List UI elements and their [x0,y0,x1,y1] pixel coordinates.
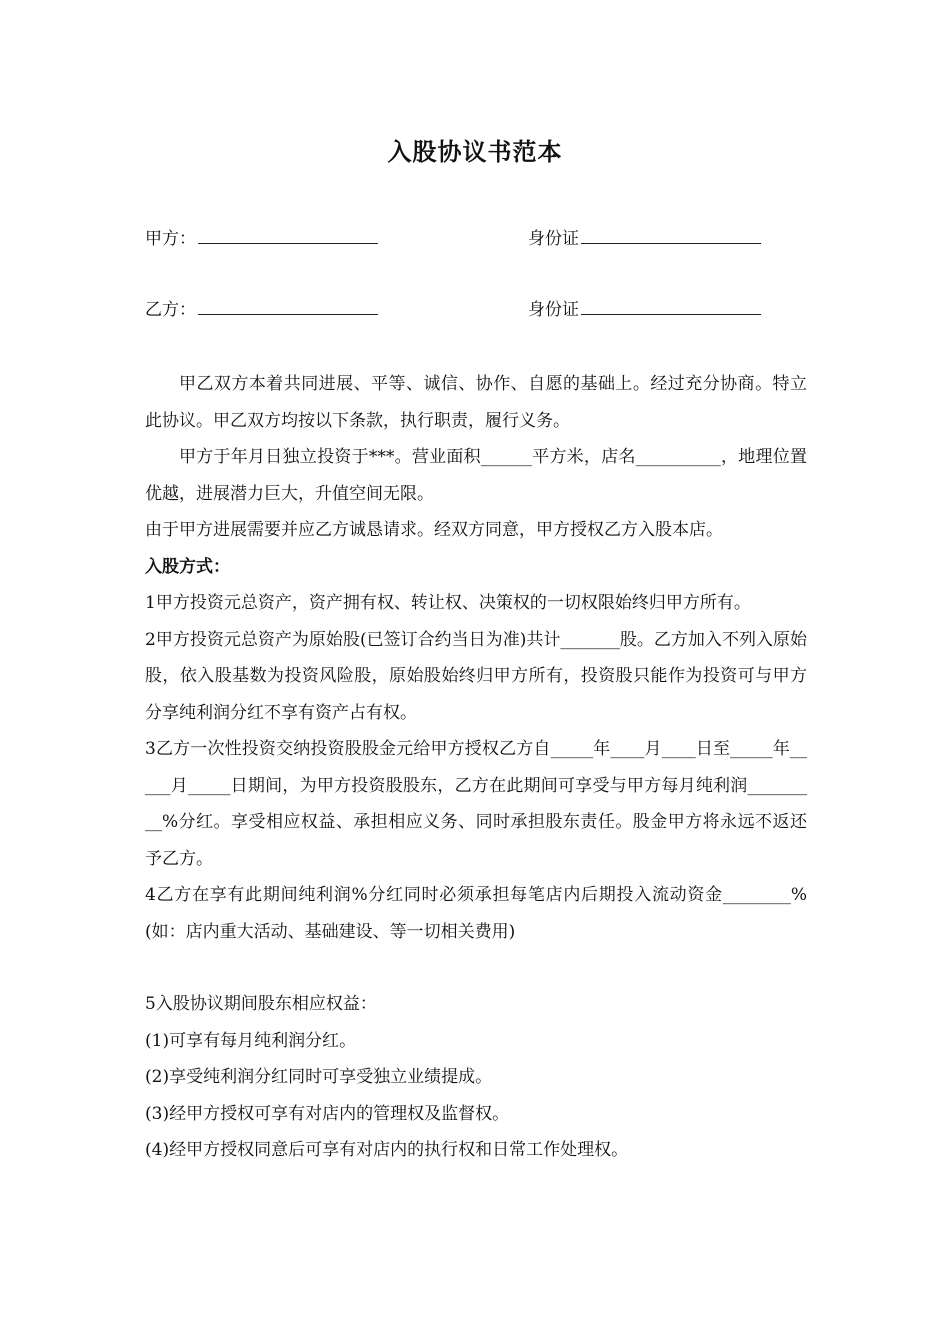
party-a-id-field [528,225,761,253]
party-a-row [145,225,805,253]
document-title: 入股协议书范本 [387,137,563,166]
clause-2: 2甲方投资元总资产为原始股(已签订合约当日为准)共计_______股。乙方加入不列入原始股，依入股基数为投资风险股，原始股始终归甲方所有，投资股只能作为投资可与甲方分享纯利润分红不享有资产占有权。 [145,629,807,723]
clause-4: 4乙方在享有此期间纯利润%分红同时必须承担每笔店内后期投入流动资金________%(如：店内重大活动、基础建设、等一切相关费用) [145,885,807,942]
party-a-blank [198,225,378,244]
authorization-paragraph: 由于甲方进展需要并应乙方诚恳请求。经双方同意，甲方授权乙方入股本店。 [145,520,723,540]
party-b-field [145,296,378,324]
party-b-id-blank [581,296,761,315]
party-b-row [145,296,805,324]
clause-5-sub-4: (4)经甲方授权同意后可享有对店内的执行权和日常工作处理权。 [145,1140,629,1160]
intro-paragraph: 甲乙双方本着共同进展、平等、诚信、协作、自愿的基础上。经过充分协商。特立此协议。甲乙双方均按以下条款，执行职责，履行义务。 [145,374,807,431]
party-b-id-field [528,296,761,324]
clause-5-sub-2: (2)享受纯利润分红同时可享受独立业绩提成。 [145,1067,493,1087]
clause-5-sub-1: (1)可享有每月纯利润分红。 [145,1030,357,1051]
party-a-field [145,225,378,253]
spacer [145,950,807,986]
clause-3: 3乙方一次性投资交纳投资股股金元给甲方授权乙方自_____年____月____日至_____年_____月_____日期间，为甲方投资股股东，乙方在此期间可享受与甲方每月纯利润_________%分红。享受相应权益、承担相应义务、同时承担股东责任。股金甲方将永远不返还予乙方。 [145,739,807,869]
clause-1: 1甲方投资元总资产，资产拥有权、转让权、决策权的一切权限始终归甲方所有。 [145,593,751,613]
section-heading: 入股方式： [145,556,230,577]
investment-paragraph: 甲方于年月日独立投资于***。营业面积______平方米，店名__________，地理位置优越，进展潜力巨大，升值空间无限。 [145,447,807,504]
party-a-id-label: 身份证 [528,229,579,249]
clause-5-sub-3: (3)经甲方授权可享有对店内的管理权及监督权。 [145,1103,510,1124]
party-a-label: 甲方： [145,229,196,249]
party-b-id-label: 身份证 [528,300,579,320]
party-a-id-blank [581,225,761,244]
agreement-body [145,366,807,1169]
party-b-label: 乙方： [145,300,196,320]
party-b-blank [198,296,378,315]
clause-5: 5入股协议期间股东相应权益： [145,994,377,1014]
